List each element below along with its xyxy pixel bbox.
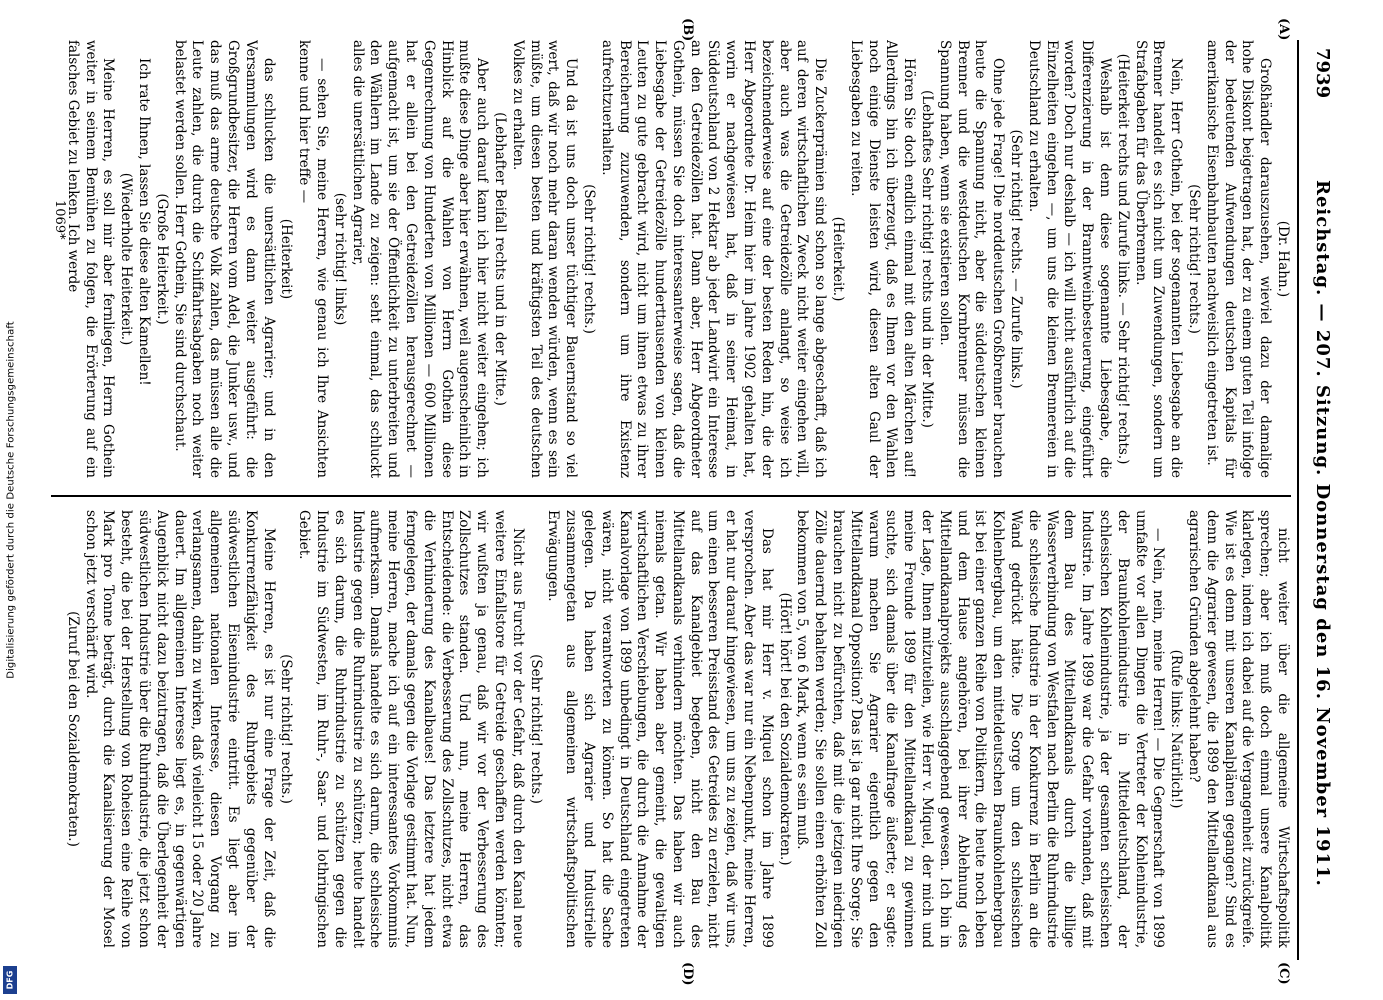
speech-paragraph: Meine Herren, es soll mir aber fernliegen, Herrn Gothein weiter in seinem Bemühen zu folgen, die Erörterung auf ein falsches Gebiet zu lenken. Ich werde — [64, 40, 117, 478]
digitization-credit-text: Digitalisierung gefördert durch die Deutsche Forschungsgemeinschaft — [5, 321, 17, 679]
interjection-line: (Wiederholte Heiterkeit.) — [118, 172, 135, 346]
column-divider — [51, 495, 1291, 497]
dfg-logo-text: DFG — [5, 970, 15, 990]
sheet-number: 1069* — [52, 200, 67, 240]
header-divider — [1297, 40, 1299, 960]
interjection-line: (Heiterkeit) — [278, 218, 295, 300]
interjection-line: (Große Heiterkeit.) — [153, 193, 170, 325]
interjection-line: (Sehr richtig! rechts.) — [278, 654, 295, 804]
speech-paragraph: Ohne jede Frage! Die norddeutschen Großbrenner brauchen heute die Spannung nicht, aber die süddeutschen kleinen Brenner und die westdeutschen Kornbrenner müssen die Spannung haben, wenn sie existieren sollen. — [936, 40, 1007, 478]
interjection-line: (Zuruf bei den Sozialdemokraten.) — [64, 611, 81, 847]
page-number: 7939 — [1312, 48, 1333, 99]
margin-marker-a: (A) — [1276, 18, 1291, 41]
interjection-line: (Sehr richtig! rechts.) — [1186, 184, 1203, 334]
page-title: Reichstag. — 207. Sitzung. Donnerstag den 16. November 1911. — [1312, 180, 1333, 887]
speech-paragraph: Das hat mir Herr v. Miquel schon im Jahre 1899 versprochen. Aber das war nur ein Nebenpunkt, meine Herren, er hat nur darauf hingewiesen, um uns zu zeigen, daß wir uns, um einen besseren Preisstand des Getreides zu erzielen, nicht auf das Kanalgebiet begeben, nicht den Bau des Mittellandkanals verhindern möchten. Das haben wir auch niemals getan. Wir haben aber gemeint, die gewaltigen wirtschaftlichen Verschiebungen, die durch die Annahme der Kanalvorlage von 1899 unbedingt in Deutschland eingetreten wären, nicht verantworten zu können. So hat die Sache gelegen. Da haben sich Agrarier und Industrielle zusammengetan aus allgemeinen wirtschaftspolitischen Erwägungen. — [545, 510, 775, 948]
speech-paragraph: Nicht aus Furcht vor der Gefahr, daß durch den Kanal neue weitere Einfallstore für Getreide geschaffen werden könnten; wir wußten ja genau, daß wir vor der Verbesserung des Zollschutzes standen. Und nun, meine Herren, das Entscheidende: die Verbesserung des Zollschutzes, nicht etwa die Verhinderung des Kanalbaues! Das letztere hat jedem ferngelegen, der damals gegen die Vorlage gestimmt hat. Nun, meine Herren, mache ich auf ein interessantes Vorkommnis aufmerksam. Damals handelte es sich darum, die schlesische Industrie gegen die Ruhrindustrie zu schützen; heute handelt es sich darum, die Ruhrindustrie zu schützen gegen die Industrie im Südwesten, im Ruhr-, Saar- und lothringischen Gebiet. — [296, 510, 526, 948]
interjection-line: (Lebhaftes Sehr richtig! rechts und in der Mitte.) — [919, 90, 936, 428]
rotated-document-page — [45, 18, 1335, 986]
margin-marker-d: (D) — [680, 962, 695, 986]
speech-paragraph: Und da ist uns doch unser tüchtiger Bauernstand so viel wert, daß wir noch mehr daran wenden würden, wenn es sein müßte, um diesen besten und kräftigsten Teil des deutschen Volkes zu erhalten. — [509, 40, 580, 478]
speech-paragraph: Nein, Herr Gothein, bei der sogenannten Liebesgabe an die Brenner handelt es sich nicht um Zuwendungen, sondern um Strafabgaben für das Überbrennen. — [1132, 40, 1185, 478]
interjection-line: (Lebhafter Beifall rechts und in der Mitte.) — [491, 112, 508, 406]
speech-paragraph: das schlucken die unersättlichen Agrarier; und in den Versammlungen wird es dann weiter ausgeführt: die Großgrundbesitzer, die Herren vom Adel, die Junker usw., und das muß das arme deutsche Volk zahlen, das müssen alle die Leute zahlen, die durch die Schiffahrtsabgaben noch weiter belastet werden sollen. Herr Gothein, Sie sind durchschaut. — [171, 40, 277, 478]
interjection-line: (Dr. Hahn.) — [1275, 220, 1291, 298]
speech-paragraph: nicht weiter über die allgemeine Wirtschaftspolitik sprechen; aber ich muß doch einmal unsere Kanalpolitik klarlegen, indem ich dabei auf die Vergangenheit zurückgreife. Wie ist es denn mit unseren Kanalplänen gegangen? Sind es denn die Agrarier gewesen, die 1899 den Mittellandkanal aus agrarischen Gründen abgelehnt haben? — [1186, 510, 1291, 948]
speech-paragraph: — Nein, nein, meine Herren! — Die Gegnerschaft von 1899 umfaßte vor allen Dingen die Vertreter der Kohlenindustrie, der Braunkohlenindustrie in Mitteldeutschland, der schlesischen Kohlenindustrie, ja der gesamten schlesischen Industrie. Im Jahre 1899 war die Gefahr vorhanden, daß mit dem Bau des Mittellandkanals durch die billige Wasserverbindung von Westfalen nach Berlin die Ruhrindustrie die schlesische Industrie in der Konkurrenz in Berlin an die Wand gedrückt hätte. Die Sorge um den schlesischen Kohlenbergbau, um den mitteldeutschen Braunkohlenbergbau ist bei einer ganzen Reihe von Politikern, die heute noch leben und dem Hause angehören, bei ihrer Ablehnung des Mittellandkanalprojekts ausschlaggebend gewesen. Ich bin in der Lage, Ihnen mitzuteilen, wie Herr v. Miquel, der mich und meine Freunde 1899 für den Mittellandkanal zu gewinnen suchte, sich damals über die Kanalfrage äußerte; er sagte: warum machen Sie Agrarier eigentlich gegen den Mittellandkanal Opposition? Das ist ja gar nicht Ihre Sorge; Sie brauchen nicht zu befürchten, daß mit die jetzigen niedrigen Zölle dauernd behalten werden; Sie sollen einen erhöhten Zoll bekommen von 5, von 6 Mark, wenn es sein muß. — [794, 510, 1167, 948]
speech-paragraph: Hören Sie doch endlich einmal mit den alten Märchen auf! Allerdings bin ich überzeugt, daß es Ihnen vor den Wahlen noch einige Dienste leisten wird, diesen alten Gaul der Liebesgaben zu reiten. — [847, 40, 918, 478]
interjection-line: (sehr richtig! links) — [331, 192, 348, 326]
page-header — [1303, 40, 1333, 960]
speech-paragraph: Die Zuckerprämien sind schon so lange abgeschafft, daß ich auf deren wirtschaftlichen Zweck nicht weiter eingehen will, aber auch was die Getreidezölle anlangt, so weise ich bezeichnenderweise auf eine der besten Reden hin, die der Herr Abgeordnete Dr. Heim hier im Jahre 1902 gehalten hat, worin er nachgewiesen hat, daß in seiner Heimat, in Süddeutschland von 2 Hektar ab jeder Landwirt ein Interesse an den Getreidezöllen hat. Dann aber, Herr Abgeordneter Gothein, müssen Sie doch interessanterweise sagen, daß die Liebesgabe der Getreidezölle hunderttausenden von kleinen Leuten zu gute gebracht wird, nicht um ihnen etwas zu ihrer Bereicherung zuzuwenden, sondern um ihre Existenz aufrechtzuerhalten. — [598, 40, 829, 478]
speech-paragraph: Weshalb ist denn diese sogenannte Liebesgabe, die Differenzierung in der Branntweinbesteuerung, eingeführt worden? Doch nur deshalb — ich will nicht ausführlich auf die Einzelheiten eingehen —, um uns die kleinen Brennereien in Deutschland zu erhalten. — [1025, 40, 1114, 478]
speech-paragraph: Großhändler darauszusehen, wieviel dazu der damalige hohe Diskont beigetragen hat, der zu einem guten Teil infolge der bedeutenden Aufwendungen deutschen Kapitals für amerikanische Eisenbahnbauten nachweislich eingetreten ist. — [1203, 40, 1274, 478]
speech-paragraph: Aber auch darauf kann ich hier nicht weiter eingehen; ich mußte diese Dinge aber hier erwähnen, weil augenscheinlich in Hinblick auf die Wahlen von Herrn Gothein diese Gegenrechnung von Hunderten von Millionen — 600 Millionen hat er allein bei den Getreidezöllen herausgerechnet — aufgemacht ist, um sie der Öffentlichkeit zu unterbreiten und den Wählern im Lande zu zeigen: seht einmal, das schluckt alles die unersättlichen Agrarier, — [349, 40, 491, 478]
interjection-line: (Heiterkeit rechts und Zurufe links. — Sehr richtig! rechts.) — [1114, 53, 1131, 465]
margin-marker-b: (B) — [680, 18, 695, 42]
interjection-line: (Sehr richtig! rechts.) — [580, 184, 597, 334]
digitization-credit-strip — [0, 0, 22, 1000]
text-column-right — [51, 510, 1291, 948]
interjection-line: (Heiterkeit.) — [830, 216, 847, 302]
interjection-line: (Sehr richtig! rechts. — Zurufe links.) — [1008, 129, 1025, 389]
speech-paragraph: Ich rate Ihnen, lassen Sie diese alten Kamellen! — [136, 58, 152, 386]
interjection-line: (Hört! hört! bei den Sozialdemokraten.) — [776, 592, 793, 866]
text-column-left — [51, 40, 1291, 478]
margin-marker-c: (C) — [1276, 962, 1291, 985]
dfg-logo-icon — [3, 966, 17, 994]
interjection-line: (Sehr richtig! rechts.) — [527, 654, 544, 804]
interjection-line: (Rufe links: Natürlich!) — [1168, 649, 1185, 809]
speech-paragraph: — sehen Sie, meine Herren, wie genau ich Ihre Ansichten kenne und hier treffe — — [296, 40, 330, 478]
speech-paragraph: Meine Herren, es ist nur eine Frage der Zeit, daß die Konkurrenzfähigkeit des Ruhrgebiets gegenüber der südwestlichen Eisenindustrie eintritt. Es liegt aber im allgemeinen nationalen Interesse, diesen Vorgang zu verlangsamen, dahin zu wirken, daß vielleicht 15 oder 20 Jahre dauert. Im allgemeinen Interesse liegt es, in gegenwärtigen Augenblick nicht dazu beizutragen, daß die Überlegenheit der südwestlichen Industrie über die Ruhrindustrie, die jetzt schon besteht, die bei der Herstellung von Roheisen eine Reihe von Mark pro Tonne beträgt, durch die Kanalisierung der Mosel schon jetzt verschärft wird. — [82, 510, 277, 948]
